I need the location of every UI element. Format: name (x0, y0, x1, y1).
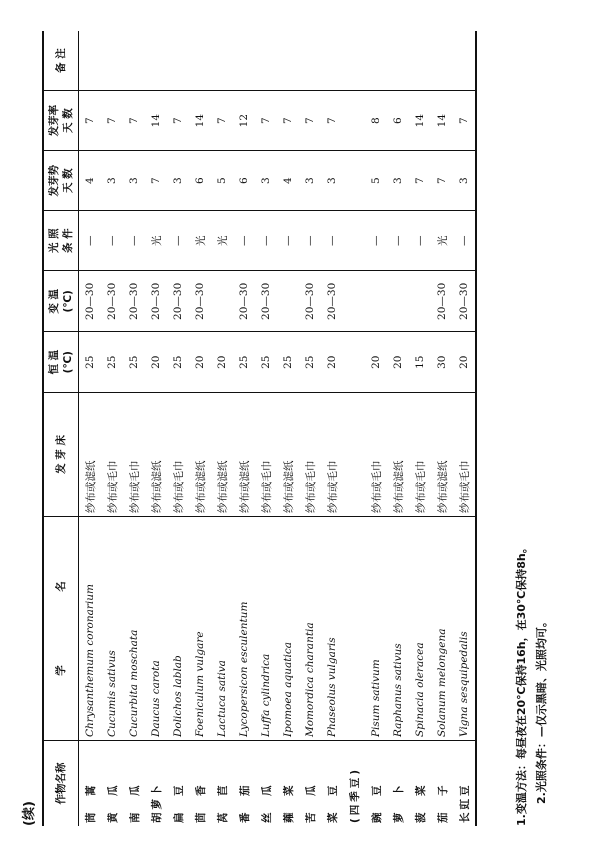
table-row (431, 31, 453, 826)
cell-light: — (299, 211, 321, 271)
cell-crop-name: 扁 豆 (167, 741, 189, 826)
cell-constant-temp: 25 (167, 332, 189, 392)
table-row (453, 31, 476, 826)
cell-constant-temp: 25 (79, 332, 102, 392)
cell-medium: 纱布或毛巾 (260, 460, 273, 513)
cell-vigor-days: 3 (255, 151, 277, 211)
cell-vigor-days: 4 (79, 151, 102, 211)
cell-remark (431, 31, 453, 91)
cell-scientific-name: Cucurbita moschata (123, 516, 145, 740)
cell-germination-days: 7 (321, 91, 343, 151)
cell-scientific-name: Lactuca sativa (211, 516, 233, 740)
cell-crop-name: 萝 卜 (387, 741, 409, 826)
cell-vigor-days: 3 (321, 151, 343, 211)
cell-constant-temp: 20 (321, 332, 343, 392)
header-vigor-days: 发芽势 天 数 (43, 151, 79, 211)
cell-crop-name: 南 瓜 (123, 741, 145, 826)
cell-vigor-days: 3 (453, 151, 476, 211)
table-body (79, 31, 477, 826)
table-row (277, 31, 299, 826)
cell-crop-name: 菠 菜 (409, 741, 431, 826)
cell-scientific-name: Dolichos lablab (167, 516, 189, 740)
cell-remark (255, 31, 277, 91)
header-scientific-name: 学 名 (43, 516, 79, 740)
cell-germination-days: 7 (211, 91, 233, 151)
cell-scientific-name: Luffa cylindrica (255, 516, 277, 740)
cell-light: — (167, 211, 189, 271)
table-row (123, 31, 145, 826)
cell-germination-days: 7 (299, 91, 321, 151)
cell-germination-days: 7 (167, 91, 189, 151)
cell-light: — (277, 211, 299, 271)
cell-remark (387, 31, 409, 91)
cell-medium: 纱布或滤纸 (216, 460, 229, 513)
cell-constant-temp: 20 (189, 332, 211, 392)
header-variable-temp: 变 温 (℃) (43, 271, 79, 332)
cell-vigor-days: 3 (123, 151, 145, 211)
cell-constant-temp: 25 (101, 332, 123, 392)
cell-medium: 纱布或滤纸 (392, 460, 405, 513)
cell-germination-days: 14 (189, 91, 211, 151)
cell-remark (79, 31, 102, 91)
cell-medium: 纱布或滤纸 (84, 460, 97, 513)
cell-vigor-days: 4 (277, 151, 299, 211)
cell-scientific-name: Foeniculum vulgare (189, 516, 211, 740)
table-row (299, 31, 321, 826)
cell-crop-name: 黄 瓜 (101, 741, 123, 826)
cell-remark (145, 31, 167, 91)
cell-scientific-name: Chrysanthemum coronarium (79, 516, 102, 740)
table-row (233, 31, 255, 826)
note-1: 1.变温方法：每昼夜在20℃保持16h，在30℃保持8h。 (515, 542, 528, 826)
cell-constant-temp: 25 (233, 332, 255, 392)
cell-medium: 纱布或毛巾 (304, 460, 317, 513)
cell-remark (233, 31, 255, 91)
cell-remark (101, 31, 123, 91)
header-crop-name: 作物名称 (43, 741, 79, 826)
cell-vigor-days: 5 (365, 151, 387, 211)
cell-variable-temp (343, 271, 365, 332)
cell-medium: 纱布或毛巾 (172, 460, 185, 513)
cell-medium: 纱布或毛巾 (370, 460, 383, 513)
germination-table (42, 31, 477, 826)
table-row (167, 31, 189, 826)
cell-vigor-days: 7 (145, 151, 167, 211)
cell-crop-name: 胡萝卜 (145, 741, 167, 826)
cell-crop-name: 苦 瓜 (299, 741, 321, 826)
cell-remark (167, 31, 189, 91)
cell-remark (299, 31, 321, 91)
cell-light: — (409, 211, 431, 271)
continued-label: (续) (22, 801, 37, 826)
cell-light: — (101, 211, 123, 271)
cell-scientific-name: Lycopersicon esculentum (233, 516, 255, 740)
cell-remark (211, 31, 233, 91)
cell-remark (409, 31, 431, 91)
cell-variable-temp (211, 271, 233, 332)
cell-light: 光 (431, 211, 453, 271)
cell-germination-days: 7 (453, 91, 476, 151)
table-row (211, 31, 233, 826)
cell-constant-temp: 20 (387, 332, 409, 392)
cell-crop-name: 番 茄 (233, 741, 255, 826)
cell-constant-temp (343, 332, 365, 392)
cell-medium: 纱布或滤纸 (436, 460, 449, 513)
cell-crop-name: 莴 苣 (211, 741, 233, 826)
cell-crop-name: 茄 子 (431, 741, 453, 826)
cell-remark (321, 31, 343, 91)
table-row (101, 31, 123, 826)
cell-vigor-days: 3 (101, 151, 123, 211)
cell-scientific-name: Phaseolus vulgaris (321, 516, 343, 740)
cell-medium (343, 392, 365, 516)
cell-germination-days: 7 (79, 91, 102, 151)
cell-variable-temp: 20—30 (189, 271, 211, 332)
cell-germination-days: 12 (233, 91, 255, 151)
cell-light: — (255, 211, 277, 271)
cell-constant-temp: 20 (145, 332, 167, 392)
table-row (145, 31, 167, 826)
cell-constant-temp: 20 (453, 332, 476, 392)
cell-crop-name: 茼 蒿 (79, 741, 102, 826)
table-row (321, 31, 343, 826)
cell-constant-temp: 25 (123, 332, 145, 392)
cell-remark (453, 31, 476, 91)
header-light: 光 照 条 件 (43, 211, 79, 271)
cell-scientific-name: Solanum melongena (431, 516, 453, 740)
cell-medium: 纱布或滤纸 (150, 460, 163, 513)
cell-remark (343, 31, 365, 91)
cell-variable-temp: 20—30 (255, 271, 277, 332)
cell-germination-days: 6 (387, 91, 409, 151)
cell-constant-temp: 20 (365, 332, 387, 392)
table-row (343, 31, 365, 826)
cell-medium: 纱布或毛巾 (128, 460, 141, 513)
note-2: 2.光照条件：—仅示黑暗、光照均可。 (535, 616, 548, 804)
cell-vigor-days: 3 (167, 151, 189, 211)
cell-variable-temp: 20—30 (79, 271, 102, 332)
header-remark: 备 注 (43, 31, 79, 91)
cell-scientific-name: Momordica charantia (299, 516, 321, 740)
cell-light: — (365, 211, 387, 271)
cell-vigor-days: 3 (299, 151, 321, 211)
cell-variable-temp: 20—30 (431, 271, 453, 332)
cell-variable-temp: 20—30 (299, 271, 321, 332)
cell-scientific-name: Raphanus sativus (387, 516, 409, 740)
table-row (255, 31, 277, 826)
cell-medium: 纱布或毛巾 (326, 460, 339, 513)
cell-crop-name: 长豇豆 (453, 741, 476, 826)
cell-medium: 纱布或毛巾 (106, 460, 119, 513)
cell-germination-days: 7 (123, 91, 145, 151)
cell-scientific-name: Vigna sesquipedalis (453, 516, 476, 740)
cell-variable-temp (387, 271, 409, 332)
rotated-table-block (18, 31, 563, 826)
cell-crop-name: 丝 瓜 (255, 741, 277, 826)
cell-germination-days: 7 (101, 91, 123, 151)
cell-remark (189, 31, 211, 91)
table-notes (512, 542, 552, 826)
cell-variable-temp (409, 271, 431, 332)
cell-light: — (233, 211, 255, 271)
cell-vigor-days: 7 (409, 151, 431, 211)
cell-variable-temp (277, 271, 299, 332)
table-row (409, 31, 431, 826)
cell-germination-days: 14 (431, 91, 453, 151)
cell-variable-temp: 20—30 (321, 271, 343, 332)
table-row (79, 31, 102, 826)
cell-germination-days: 7 (277, 91, 299, 151)
cell-light: 光 (211, 211, 233, 271)
header-medium: 发 芽 床 (43, 392, 79, 516)
cell-constant-temp: 30 (431, 332, 453, 392)
cell-variable-temp: 20—30 (453, 271, 476, 332)
cell-light (343, 211, 365, 271)
cell-vigor-days: 6 (233, 151, 255, 211)
cell-light: — (321, 211, 343, 271)
cell-remark (277, 31, 299, 91)
cell-vigor-days: 7 (431, 151, 453, 211)
cell-vigor-days (343, 151, 365, 211)
cell-medium: 纱布或毛巾 (458, 460, 471, 513)
header-germination-days: 发芽率 天 数 (43, 91, 79, 151)
cell-crop-name: (四季豆) (343, 741, 365, 826)
cell-light: — (453, 211, 476, 271)
table-row (189, 31, 211, 826)
cell-light: 光 (145, 211, 167, 271)
cell-germination-days: 7 (255, 91, 277, 151)
cell-light: 光 (189, 211, 211, 271)
cell-crop-name: 豌 豆 (365, 741, 387, 826)
cell-crop-name: 蕹 菜 (277, 741, 299, 826)
cell-scientific-name: Ipomoea aquatica (277, 516, 299, 740)
cell-remark (123, 31, 145, 91)
cell-constant-temp: 25 (277, 332, 299, 392)
cell-variable-temp: 20—30 (233, 271, 255, 332)
cell-variable-temp: 20—30 (101, 271, 123, 332)
cell-germination-days: 14 (409, 91, 431, 151)
cell-germination-days: 8 (365, 91, 387, 151)
cell-medium: 纱布或毛巾 (414, 460, 427, 513)
cell-scientific-name: Daucus carota (145, 516, 167, 740)
cell-remark (365, 31, 387, 91)
cell-scientific-name: Cucumis sativus (101, 516, 123, 740)
cell-crop-name: 菜 豆 (321, 741, 343, 826)
cell-germination-days: 14 (145, 91, 167, 151)
cell-vigor-days: 5 (211, 151, 233, 211)
header-constant-temp: 恒 温 (℃) (43, 332, 79, 392)
cell-germination-days (343, 91, 365, 151)
cell-vigor-days: 6 (189, 151, 211, 211)
cell-constant-temp: 25 (255, 332, 277, 392)
cell-variable-temp (365, 271, 387, 332)
table-header-row (43, 31, 79, 826)
table-row (365, 31, 387, 826)
cell-scientific-name: Spinacia oleracea (409, 516, 431, 740)
cell-constant-temp: 15 (409, 332, 431, 392)
cell-scientific-name: Pisum sativum (365, 516, 387, 740)
cell-light: — (79, 211, 102, 271)
cell-light: — (387, 211, 409, 271)
table-row (387, 31, 409, 826)
cell-medium: 纱布或滤纸 (194, 460, 207, 513)
cell-scientific-name (343, 516, 365, 740)
cell-variable-temp: 20—30 (167, 271, 189, 332)
cell-vigor-days: 3 (387, 151, 409, 211)
cell-variable-temp: 20—30 (145, 271, 167, 332)
cell-constant-temp: 25 (299, 332, 321, 392)
cell-light: — (123, 211, 145, 271)
cell-variable-temp: 20—30 (123, 271, 145, 332)
cell-medium: 纱布或滤纸 (238, 460, 251, 513)
cell-medium: 纱布或滤纸 (282, 460, 295, 513)
cell-constant-temp: 20 (211, 332, 233, 392)
cell-crop-name: 茴 香 (189, 741, 211, 826)
